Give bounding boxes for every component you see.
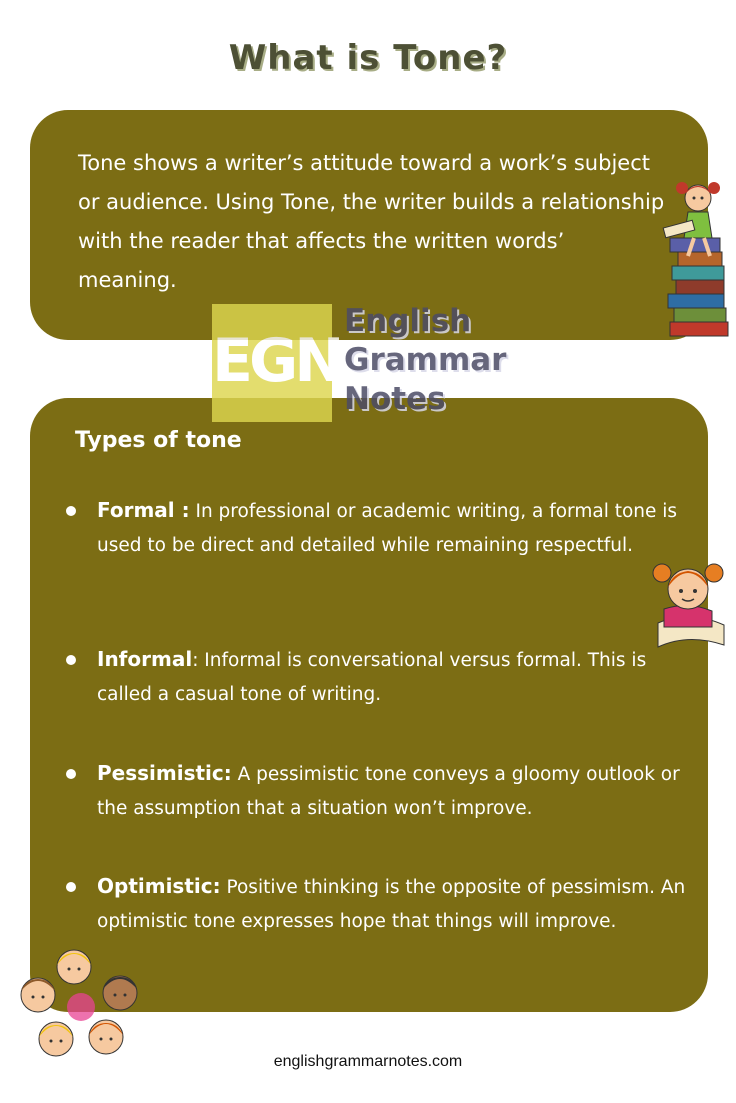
tone-term: Formal : bbox=[97, 498, 190, 522]
tone-term: Pessimistic: bbox=[97, 761, 232, 785]
tone-description: : Informal is conversational versus formal. This is called a casual tone of writing. bbox=[97, 650, 647, 705]
tone-item-pessimistic bbox=[66, 756, 691, 826]
tone-item-optimistic bbox=[66, 869, 691, 939]
bullet-icon bbox=[66, 769, 76, 779]
types-card bbox=[30, 398, 708, 1012]
tone-term: Informal bbox=[97, 647, 193, 671]
girl-on-books-clipart bbox=[660, 172, 736, 342]
logo-mark-text: EGN bbox=[212, 326, 341, 396]
bullet-icon bbox=[66, 506, 76, 516]
tone-item-informal bbox=[66, 642, 691, 712]
site-url-footer: englishgrammarnotes.com bbox=[273, 1053, 463, 1070]
girl-reading-clipart bbox=[640, 555, 736, 655]
logo-wordmark bbox=[344, 302, 506, 419]
page-title: What is Tone? bbox=[228, 38, 508, 78]
intro-text: Tone shows a writer’s attitude toward a work’s subject or audience. Using Tone, the writer builds a relationship with the reader that affects the written words’ meaning. bbox=[78, 151, 665, 292]
tone-description: A pessimistic tone conveys a gloomy outlook or the assumption that a situation won’t improve. bbox=[97, 764, 680, 819]
logo-mark bbox=[212, 304, 341, 422]
logo-word-english: English bbox=[344, 303, 472, 339]
egn-logo bbox=[212, 304, 532, 422]
types-heading: Types of tone bbox=[75, 428, 242, 453]
tone-description: Positive thinking is the opposite of pessimism. An optimistic tone expresses hope that things will improve. bbox=[97, 877, 686, 932]
logo-word-notes: Notes bbox=[344, 381, 446, 417]
children-circle-clipart bbox=[16, 945, 146, 1063]
tone-term: Optimistic: bbox=[97, 874, 221, 898]
logo-word-grammar: Grammar bbox=[344, 342, 507, 378]
tone-item-formal bbox=[66, 493, 691, 563]
bullet-icon bbox=[66, 655, 76, 665]
bullet-icon bbox=[66, 882, 76, 892]
tone-description: In professional or academic writing, a formal tone is used to be direct and detailed while remaining respectful. bbox=[97, 501, 678, 556]
